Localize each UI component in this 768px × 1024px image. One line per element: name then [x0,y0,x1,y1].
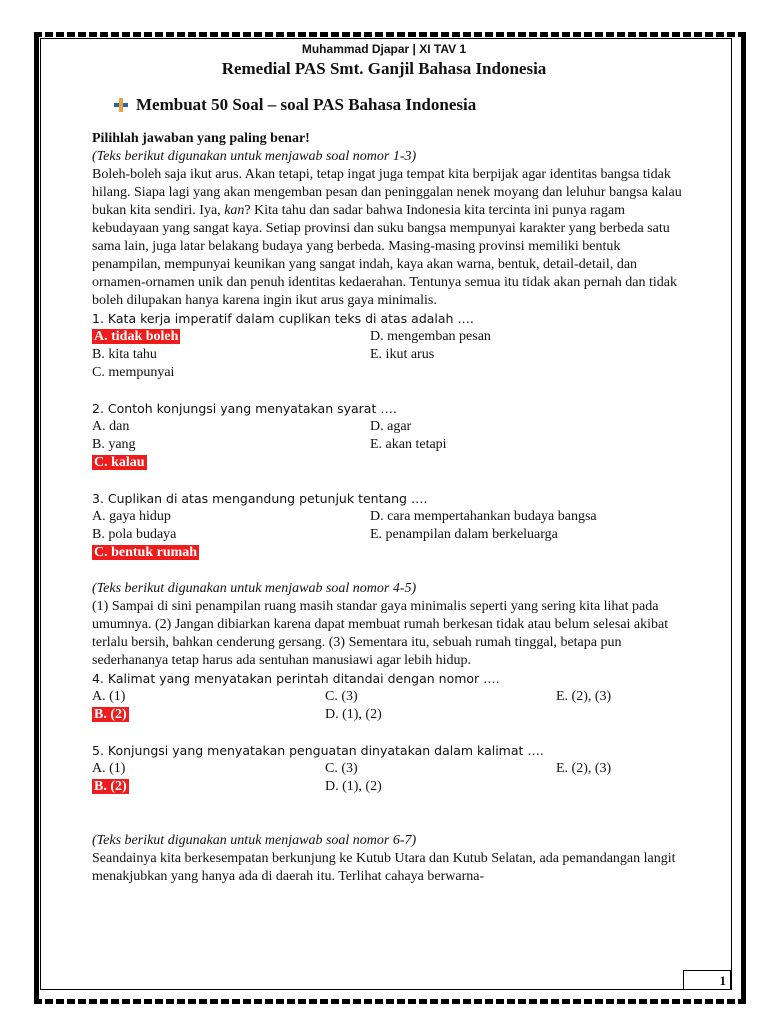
option-3b: B. pola budaya [92,527,177,542]
option-4b-correct: B. (2) [94,707,127,722]
passage-note-2: (Teks berikut digunakan untuk menjawab soal nomor 4-5) [92,581,417,596]
option-4e: E. (2), (3) [556,689,612,704]
option-2e: E. akan tetapi [370,437,447,452]
option-5c: C. (3) [325,761,358,776]
passage-note-1: (Teks berikut digunakan untuk menjawab soal nomor 1-3) [92,149,417,164]
options-q4 [92,688,682,724]
option-5e: E. (2), (3) [556,761,612,776]
option-3e: E. penampilan dalam berkeluarga [370,527,558,542]
page-number: 1 [683,970,731,990]
option-3c-correct: C. bentuk rumah [94,545,198,560]
passage-3: Seandainya kita berkesempatan berkunjung ke Kutub Utara dan Kutub Selatan, ada pemandangan langit menakjubkan yang hanya ada di daerah itu. Terlihat cahaya berwarna- [92,851,676,884]
option-3d: D. cara mempertahankan budaya bangsa [370,509,597,524]
options-q3 [92,508,682,562]
option-1c: C. mempunyai [92,365,175,380]
option-4d: D. (1), (2) [325,707,382,722]
option-4c: C. (3) [325,689,358,704]
option-2b: B. yang [92,437,136,452]
question-5: 5. Konjungsi yang menyatakan penguatan dinyatakan dalam kalimat …. [92,743,544,758]
instruction: Pilihlah jawaban yang paling benar! [92,131,310,146]
option-4a: A. (1) [92,689,126,704]
option-5b-correct: B. (2) [94,779,127,794]
document-body [92,40,682,886]
subtitle-row [114,96,682,114]
question-4: 4. Kalimat yang menyatakan perintah ditandai dengan nomor …. [92,671,500,686]
document-title: Remedial PAS Smt. Ganjil Bahasa Indonesia [221,59,547,78]
option-5a: A. (1) [92,761,126,776]
passage-note-3: (Teks berikut digunakan untuk menjawab soal nomor 6-7) [92,833,417,848]
options-q1 [92,328,682,382]
options-q2 [92,418,682,472]
option-2d: D. agar [370,419,412,434]
author-line: Muhammad Djapar | XI TAV 1 [301,42,467,56]
option-5d: D. (1), (2) [325,779,382,794]
options-q5 [92,760,682,796]
option-1d: D. mengemban pesan [370,329,491,344]
subtitle-text: Membuat 50 Soal – soal PAS Bahasa Indonesia [136,95,477,114]
bullet-plus-icon [114,98,128,112]
option-1b: B. kita tahu [92,347,157,362]
option-2c-correct: C. kalau [94,455,145,470]
option-1e: E. ikut arus [370,347,435,362]
passage-1: Boleh-boleh saja ikut arus. Akan tetapi, tetap ingat juga tempat kita berpijak agar identitas bangsa tidak hilang. Siapa lagi yang akan mengemban pesan dan peninggalan nenek moyang dan leluhur bangsa kalau bukan kita sendiri. Iya, kan? Kita tahu dan sadar bahwa Indonesia kita tercinta ini punya ragam kebudayaan yang sangat kaya. Setiap provinsi dan suku bangsa mempunyai karakter yang berbeda satu sama lain, juga latar belakang budaya yang berbeda. Masing-masing provinsi memiliki bentuk penampilan, mempunyai keunikan yang sangat indah, kaya akan warna, bentuk, detail-detail, dan ornamen-ornamen unik dan penuh identitas kedaerahan. Tentunya semua itu tidak akan pernah dan tidak boleh dilupakan hanya karena ingin ikut arus gaya minimalis. [92,167,682,308]
question-3: 3. Cuplikan di atas mengandung petunjuk tentang …. [92,491,428,506]
option-2a: A. dan [92,419,130,434]
passage-2: (1) Sampai di sini penampilan ruang masih standar gaya minimalis seperti yang sering kita lihat pada umumnya. (2) Jangan dibiarkan karena dapat membuat rumah berkesan tidak atau belum selesai akibat terlalu bersih, bahkan cenderung gersang. (3) Sementara itu, sebuah rumah tinggal, betapa pun sederhananya tetap harus ada sentuhan manusiawi agar lebih hidup. [92,599,669,668]
question-2: 2. Contoh konjungsi yang menyatakan syarat …. [92,401,397,416]
question-1: 1. Kata kerja imperatif dalam cuplikan teks di atas adalah …. [92,311,474,326]
option-1a-correct: A. tidak boleh [94,329,179,344]
option-3a: A. gaya hidup [92,509,171,524]
